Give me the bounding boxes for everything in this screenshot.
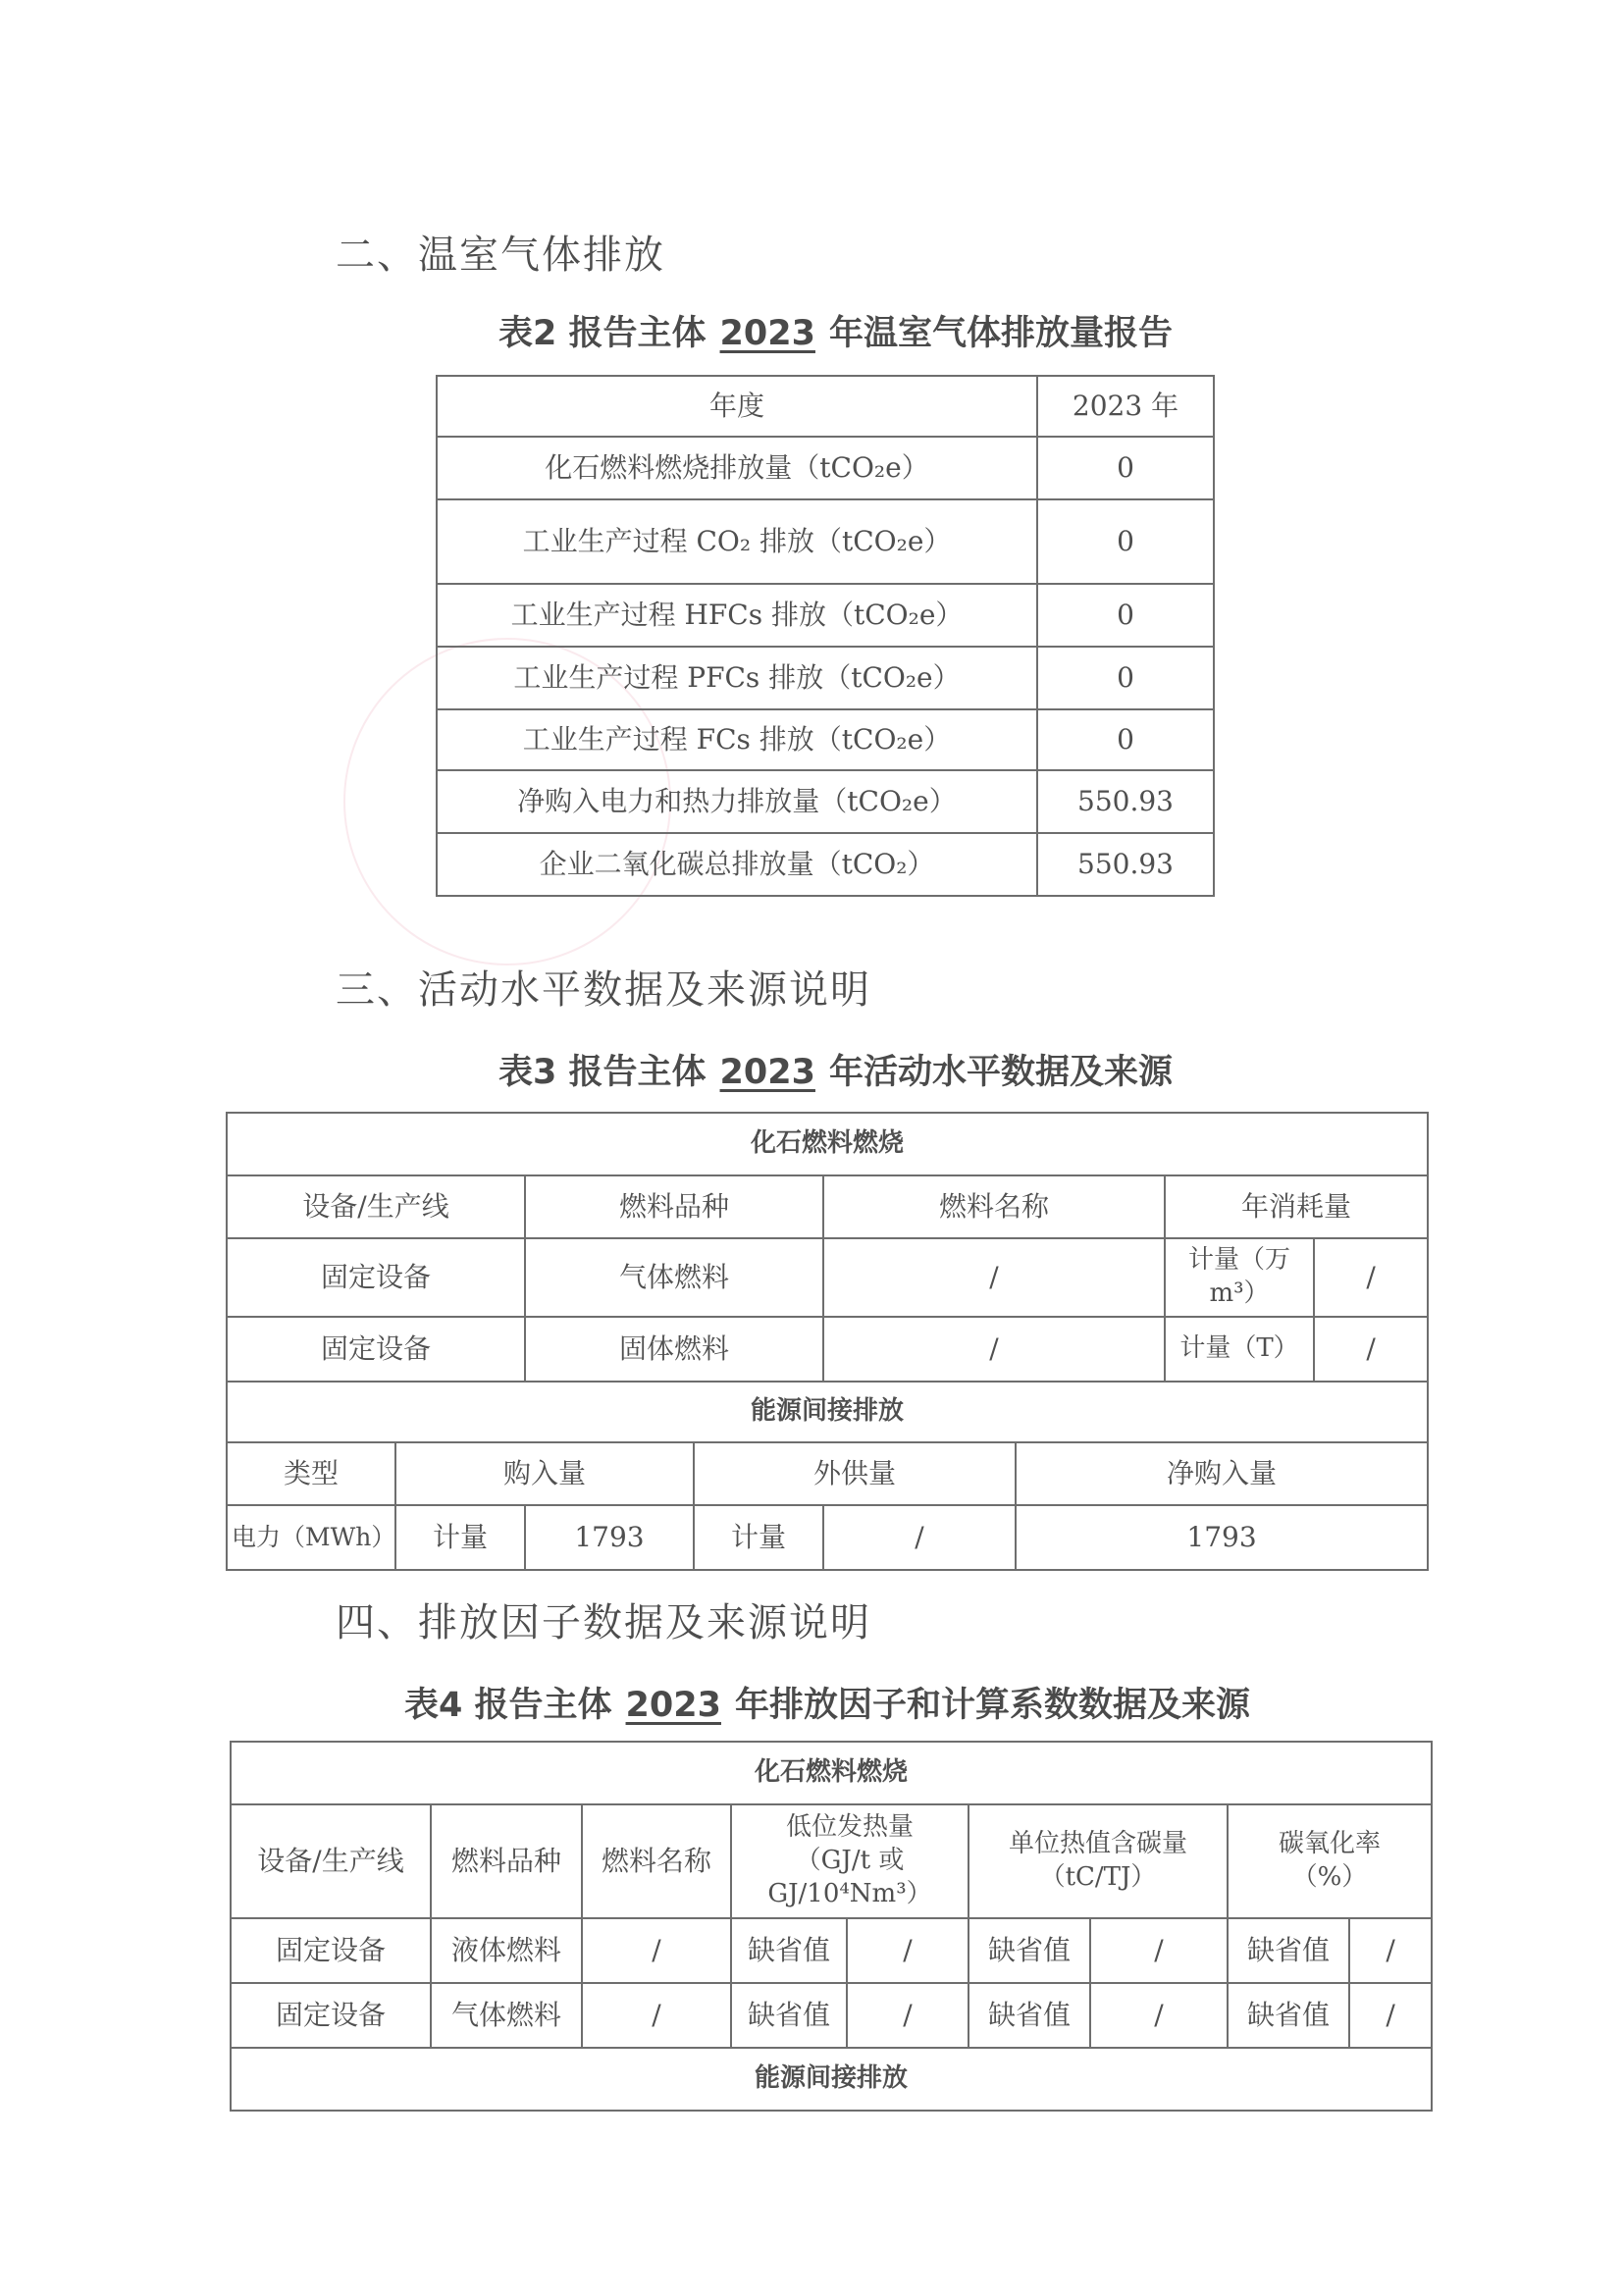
cell-oxidation-source: 缺省值: [1228, 1983, 1349, 2048]
cell-carbon-value: /: [1090, 1918, 1228, 1983]
row-label: 净购入电力和热力排放量（tCO₂e）: [437, 770, 1037, 833]
col-header-supply: 外供量: [694, 1442, 1016, 1505]
cell-net-value: 1793: [1016, 1505, 1428, 1570]
row-value: 0: [1037, 437, 1214, 499]
col-header-net-purchase: 净购入量: [1016, 1442, 1428, 1505]
table3-title-year: 2023: [719, 1053, 815, 1092]
table-row: [437, 584, 1214, 647]
col-header-carbon-content: 单位热值含碳量（tC/TJ）: [969, 1804, 1228, 1918]
cell-oxidation-value: /: [1349, 1918, 1432, 1983]
cell-carbon-source: 缺省值: [969, 1918, 1090, 1983]
col-header-type: 类型: [227, 1442, 395, 1505]
section-heading-ghg: 二、温室气体排放: [336, 233, 665, 278]
cell-fuel-name: /: [823, 1317, 1165, 1382]
table-row: [437, 833, 1214, 896]
cell-consumption: [1165, 1238, 1428, 1317]
cell-type: 电力（MWh）: [227, 1505, 395, 1570]
col-header-fuel-name: 燃料名称: [823, 1175, 1165, 1238]
table3-title: [498, 1045, 1173, 1094]
table4-energy-section-label: 能源间接排放: [231, 2048, 1432, 2111]
table-row: [437, 709, 1214, 770]
table2-ghg-emissions: [436, 375, 1215, 897]
table3-energy-header-row: [227, 1442, 1428, 1505]
cell-unit: 计量（万m³）: [1166, 1239, 1315, 1316]
col-header-fuel-name: 燃料名称: [582, 1804, 731, 1918]
table-row: [227, 1238, 1428, 1317]
section-heading-emission-factors: 四、排放因子数据及来源说明: [336, 1600, 871, 1645]
cell-fuel-type: 液体燃料: [431, 1918, 582, 1983]
table-row: [437, 499, 1214, 584]
table-row: [437, 647, 1214, 709]
cell-fuel-type: 气体燃料: [431, 1983, 582, 2048]
cell-ncv-value: /: [847, 1983, 969, 2048]
row-value: 550.93: [1037, 833, 1214, 896]
cell-amount: /: [1366, 1260, 1376, 1293]
cell-equipment: 固定设备: [227, 1317, 525, 1382]
cell-consumption: [1165, 1317, 1428, 1382]
cell-fuel-type: 气体燃料: [525, 1238, 823, 1317]
cell-equipment: 固定设备: [227, 1238, 525, 1317]
col-header-fuel-type: 燃料品种: [431, 1804, 582, 1918]
table2-header-value: 2023 年: [1037, 376, 1214, 437]
cell-supply-value: /: [823, 1505, 1016, 1570]
cell-ncv-source: 缺省值: [731, 1983, 847, 2048]
section-heading-activity: 三、活动水平数据及来源说明: [336, 967, 871, 1013]
row-value: 0: [1037, 647, 1214, 709]
table2-header-label: 年度: [437, 376, 1037, 437]
table3-title-suffix: 年活动水平数据及来源: [828, 1053, 1173, 1092]
table-row: [227, 1505, 1428, 1570]
table4-emission-factors: [230, 1741, 1433, 2112]
table-row: [437, 770, 1214, 833]
row-label: 工业生产过程 CO₂ 排放（tCO₂e）: [437, 499, 1037, 584]
row-label: 工业生产过程 PFCs 排放（tCO₂e）: [437, 647, 1037, 709]
cell-oxidation-source: 缺省值: [1228, 1918, 1349, 1983]
table3-fossil-section-label: 化石燃料燃烧: [227, 1113, 1428, 1175]
cell-ncv-source: 缺省值: [731, 1918, 847, 1983]
table2-title-suffix: 年温室气体排放量报告: [828, 314, 1173, 353]
cell-fuel-name: /: [582, 1983, 731, 2048]
table4-title-year: 2023: [625, 1686, 721, 1725]
table3-fossil-header-row: [227, 1175, 1428, 1238]
table3-title-prefix: 表3 报告主体: [498, 1053, 707, 1092]
col-header-fuel-type: 燃料品种: [525, 1175, 823, 1238]
cell-oxidation-value: /: [1349, 1983, 1432, 2048]
cell-supply-method: 计量: [694, 1505, 823, 1570]
cell-carbon-value: /: [1090, 1983, 1228, 2048]
col-header-annual-consumption: 年消耗量: [1165, 1175, 1428, 1238]
table2-header-row: [437, 376, 1214, 437]
col-header-ncv: 低位发热量（GJ/t 或 GJ/10⁴Nm³）: [731, 1804, 969, 1918]
row-value: 0: [1037, 584, 1214, 647]
row-value: 550.93: [1037, 770, 1214, 833]
table-row: [227, 1317, 1428, 1382]
cell-equipment: 固定设备: [231, 1983, 431, 2048]
table4-header-row: [231, 1804, 1432, 1918]
table4-title: [404, 1678, 1250, 1727]
cell-equipment: 固定设备: [231, 1918, 431, 1983]
cell-ncv-value: /: [847, 1918, 969, 1983]
cell-purchase-value: 1793: [525, 1505, 694, 1570]
table4-title-suffix: 年排放因子和计算系数数据及来源: [734, 1686, 1250, 1725]
table4-fossil-section-label: 化石燃料燃烧: [231, 1742, 1432, 1804]
row-value: 0: [1037, 709, 1214, 770]
table-row: [231, 1983, 1432, 2048]
row-label: 工业生产过程 FCs 排放（tCO₂e）: [437, 709, 1037, 770]
cell-purchase-method: 计量: [395, 1505, 525, 1570]
row-value: 0: [1037, 499, 1214, 584]
col-header-oxidation-rate: 碳氧化率（%）: [1228, 1804, 1432, 1918]
table2-title: [498, 306, 1173, 355]
table2-title-prefix: 表2 报告主体: [498, 314, 707, 353]
row-label: 工业生产过程 HFCs 排放（tCO₂e）: [437, 584, 1037, 647]
cell-carbon-source: 缺省值: [969, 1983, 1090, 2048]
col-header-equipment: 设备/生产线: [227, 1175, 525, 1238]
row-label: 化石燃料燃烧排放量（tCO₂e）: [437, 437, 1037, 499]
row-label: 企业二氧化碳总排放量（tCO₂）: [437, 833, 1037, 896]
cell-amount: /: [1366, 1331, 1376, 1365]
cell-fuel-type: 固体燃料: [525, 1317, 823, 1382]
table3-energy-section-label: 能源间接排放: [227, 1382, 1428, 1442]
table-row: [231, 1918, 1432, 1983]
table-row: [437, 437, 1214, 499]
table3-activity-data: [226, 1112, 1429, 1571]
col-header-purchase: 购入量: [395, 1442, 694, 1505]
col-header-equipment: 设备/生产线: [231, 1804, 431, 1918]
cell-fuel-name: /: [823, 1238, 1165, 1317]
table2-title-year: 2023: [719, 314, 815, 353]
cell-unit: 计量（T）: [1166, 1318, 1315, 1381]
table4-title-prefix: 表4 报告主体: [404, 1686, 612, 1725]
cell-fuel-name: /: [582, 1918, 731, 1983]
